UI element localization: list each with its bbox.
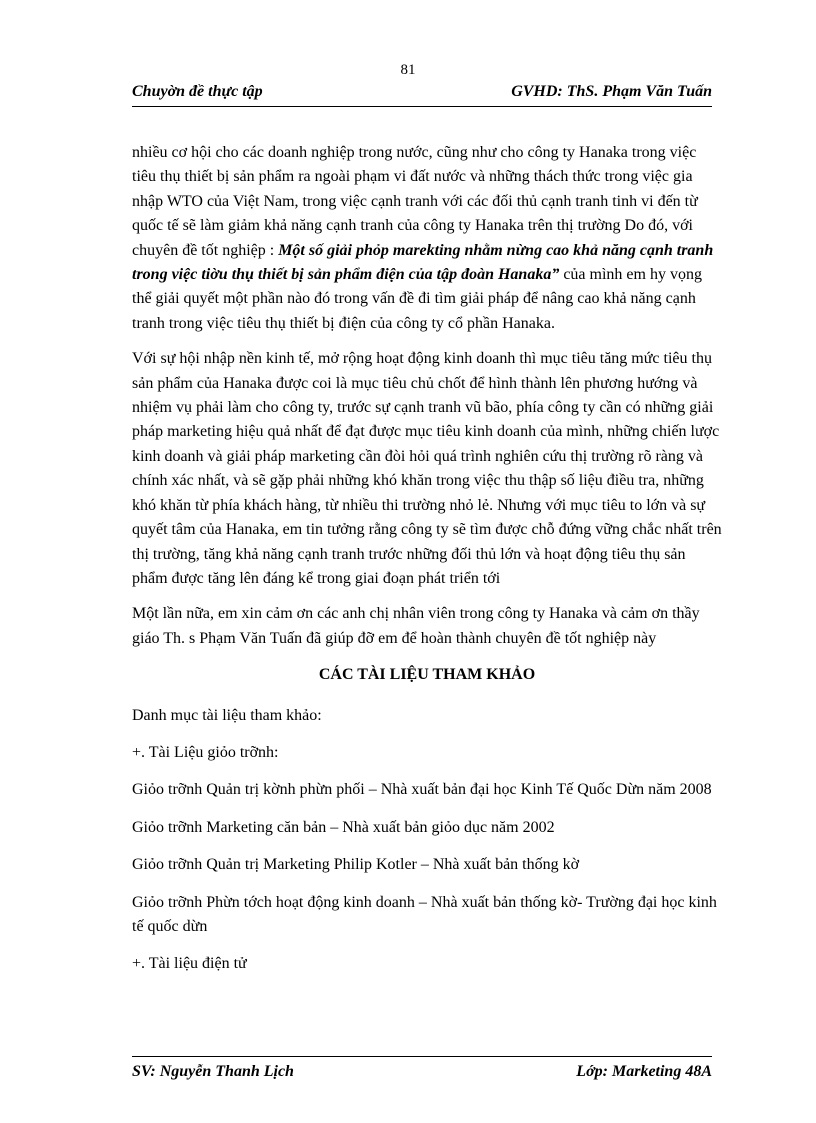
textbooks-label: +. Tài Liệu giỏo trỡnh: — [132, 743, 279, 761]
footer-class: Lớp: Marketing 48A — [576, 1063, 712, 1080]
header-supervisor: GVHD: ThS. Phạm Văn Tuấn — [511, 83, 712, 100]
reference-item: Giỏo trỡnh Marketing căn bản – Nhà xuất bản giỏo dục năm 2002 — [132, 818, 555, 836]
running-header — [132, 82, 712, 107]
thesis-title-emphasis: Một số giải phỏp marekting nhằm nừng cao khả năng cạnh tranh trong việc tiờu thụ thiết bị sản phẩm điện của tập đoàn Hanaka” — [132, 241, 714, 284]
references-heading: CÁC TÀI LIỆU THAM KHẢO — [318, 666, 536, 684]
paragraph-conclusion-2: Với sự hội nhập nền kinh tế, mở rộng hoạt động kinh doanh thì mục tiêu tăng mức tiêu thụ sản phẩm của Hanaka được coi là mục tiêu chủ chốt để hình thành lên phương hướng và nhiệm vụ phải làm cho công ty, trước sự cạnh tranh vũ bão, phía công ty cần có những giải pháp marketing hiệu quả nhất để đạt được mục tiêu kinh doanh của mình, những chiến lược kinh doanh và giải pháp marketing cần đòi hỏi quá trình nghiên cứu thị trường rõ ràng và chính xác nhất, và sẽ gặp phải những khó khăn trong việc thu thập số liệu điều tra, những khó khăn từ phía khách hàng, từ nhiều thi trường nhỏ lẻ. Nhưng với mục tiêu to lớn và sự quyết tâm của Hanaka, em tin tưởng rằng công ty sẽ tìm được chỗ đứng vững chắc nhất trên thị trường, tăng khả năng cạnh tranh trước những đối thủ lớn và hoạt động tiêu thụ sản phẩm được tăng lên đáng kể trong giai đoạn phát triển tới — [132, 350, 722, 587]
body-text — [132, 141, 722, 990]
paragraph-1-text-a: nhiều cơ hội cho các doanh nghiệp trong nước, cũng như cho công ty Hanaka trong việc tiêu thụ thiết bị sản phẩm ra ngoài phạm vi đất nước và những thách thức trong việc gia nhập WTO của Việt Nam, trong việc cạnh tranh với các đối thủ cạnh tranh tinh vi đến từ quốc tế sẽ làm giảm khả năng cạnh tranh của công ty Hanaka trên thị trường Do đó, với chuyên đề tốt nghiệp : — [132, 144, 698, 259]
paragraph-1-text-b: của mình em hy vọng thể giải quyết một phần nào đó trong vấn đề đi tìm giải pháp để nâng cao khả năng cạnh tranh trong việc tiêu thụ thiết bị điện của công ty cổ phần Hanaka. — [132, 266, 702, 332]
references-intro: Danh mục tài liệu tham khảo: — [132, 706, 322, 724]
header-document-title: Chuyờn đề thực tập — [132, 83, 263, 100]
page-number: 81 — [400, 62, 416, 78]
electronic-sources-label: +. Tài liệu điện tử — [132, 955, 247, 973]
reference-item: Giỏo trỡnh Phừn tớch hoạt động kinh doanh – Nhà xuất bản thống kờ- Trường đại học kinh tế quốc dừn — [132, 893, 717, 935]
running-footer — [132, 1056, 712, 1085]
paragraph-conclusion-1 — [132, 141, 722, 336]
paragraph-acknowledgement: Một lần nữa, em xin cảm ơn các anh chị nhân viên trong công ty Hanaka và cảm ơn thầy giáo Th. s Phạm Văn Tuấn đã giúp đỡ em để hoàn thành chuyên đề tốt nghiệp này — [132, 605, 700, 647]
reference-item: Giỏo trỡnh Quản trị kờnh phừn phối – Nhà xuất bản đại học Kinh Tế Quốc Dừn năm 2008 — [132, 781, 712, 799]
reference-item: Giỏo trỡnh Quản trị Marketing Philip Kotler – Nhà xuất bản thống kờ — [132, 856, 580, 874]
footer-student-name: SV: Nguyễn Thanh Lịch — [132, 1063, 294, 1080]
